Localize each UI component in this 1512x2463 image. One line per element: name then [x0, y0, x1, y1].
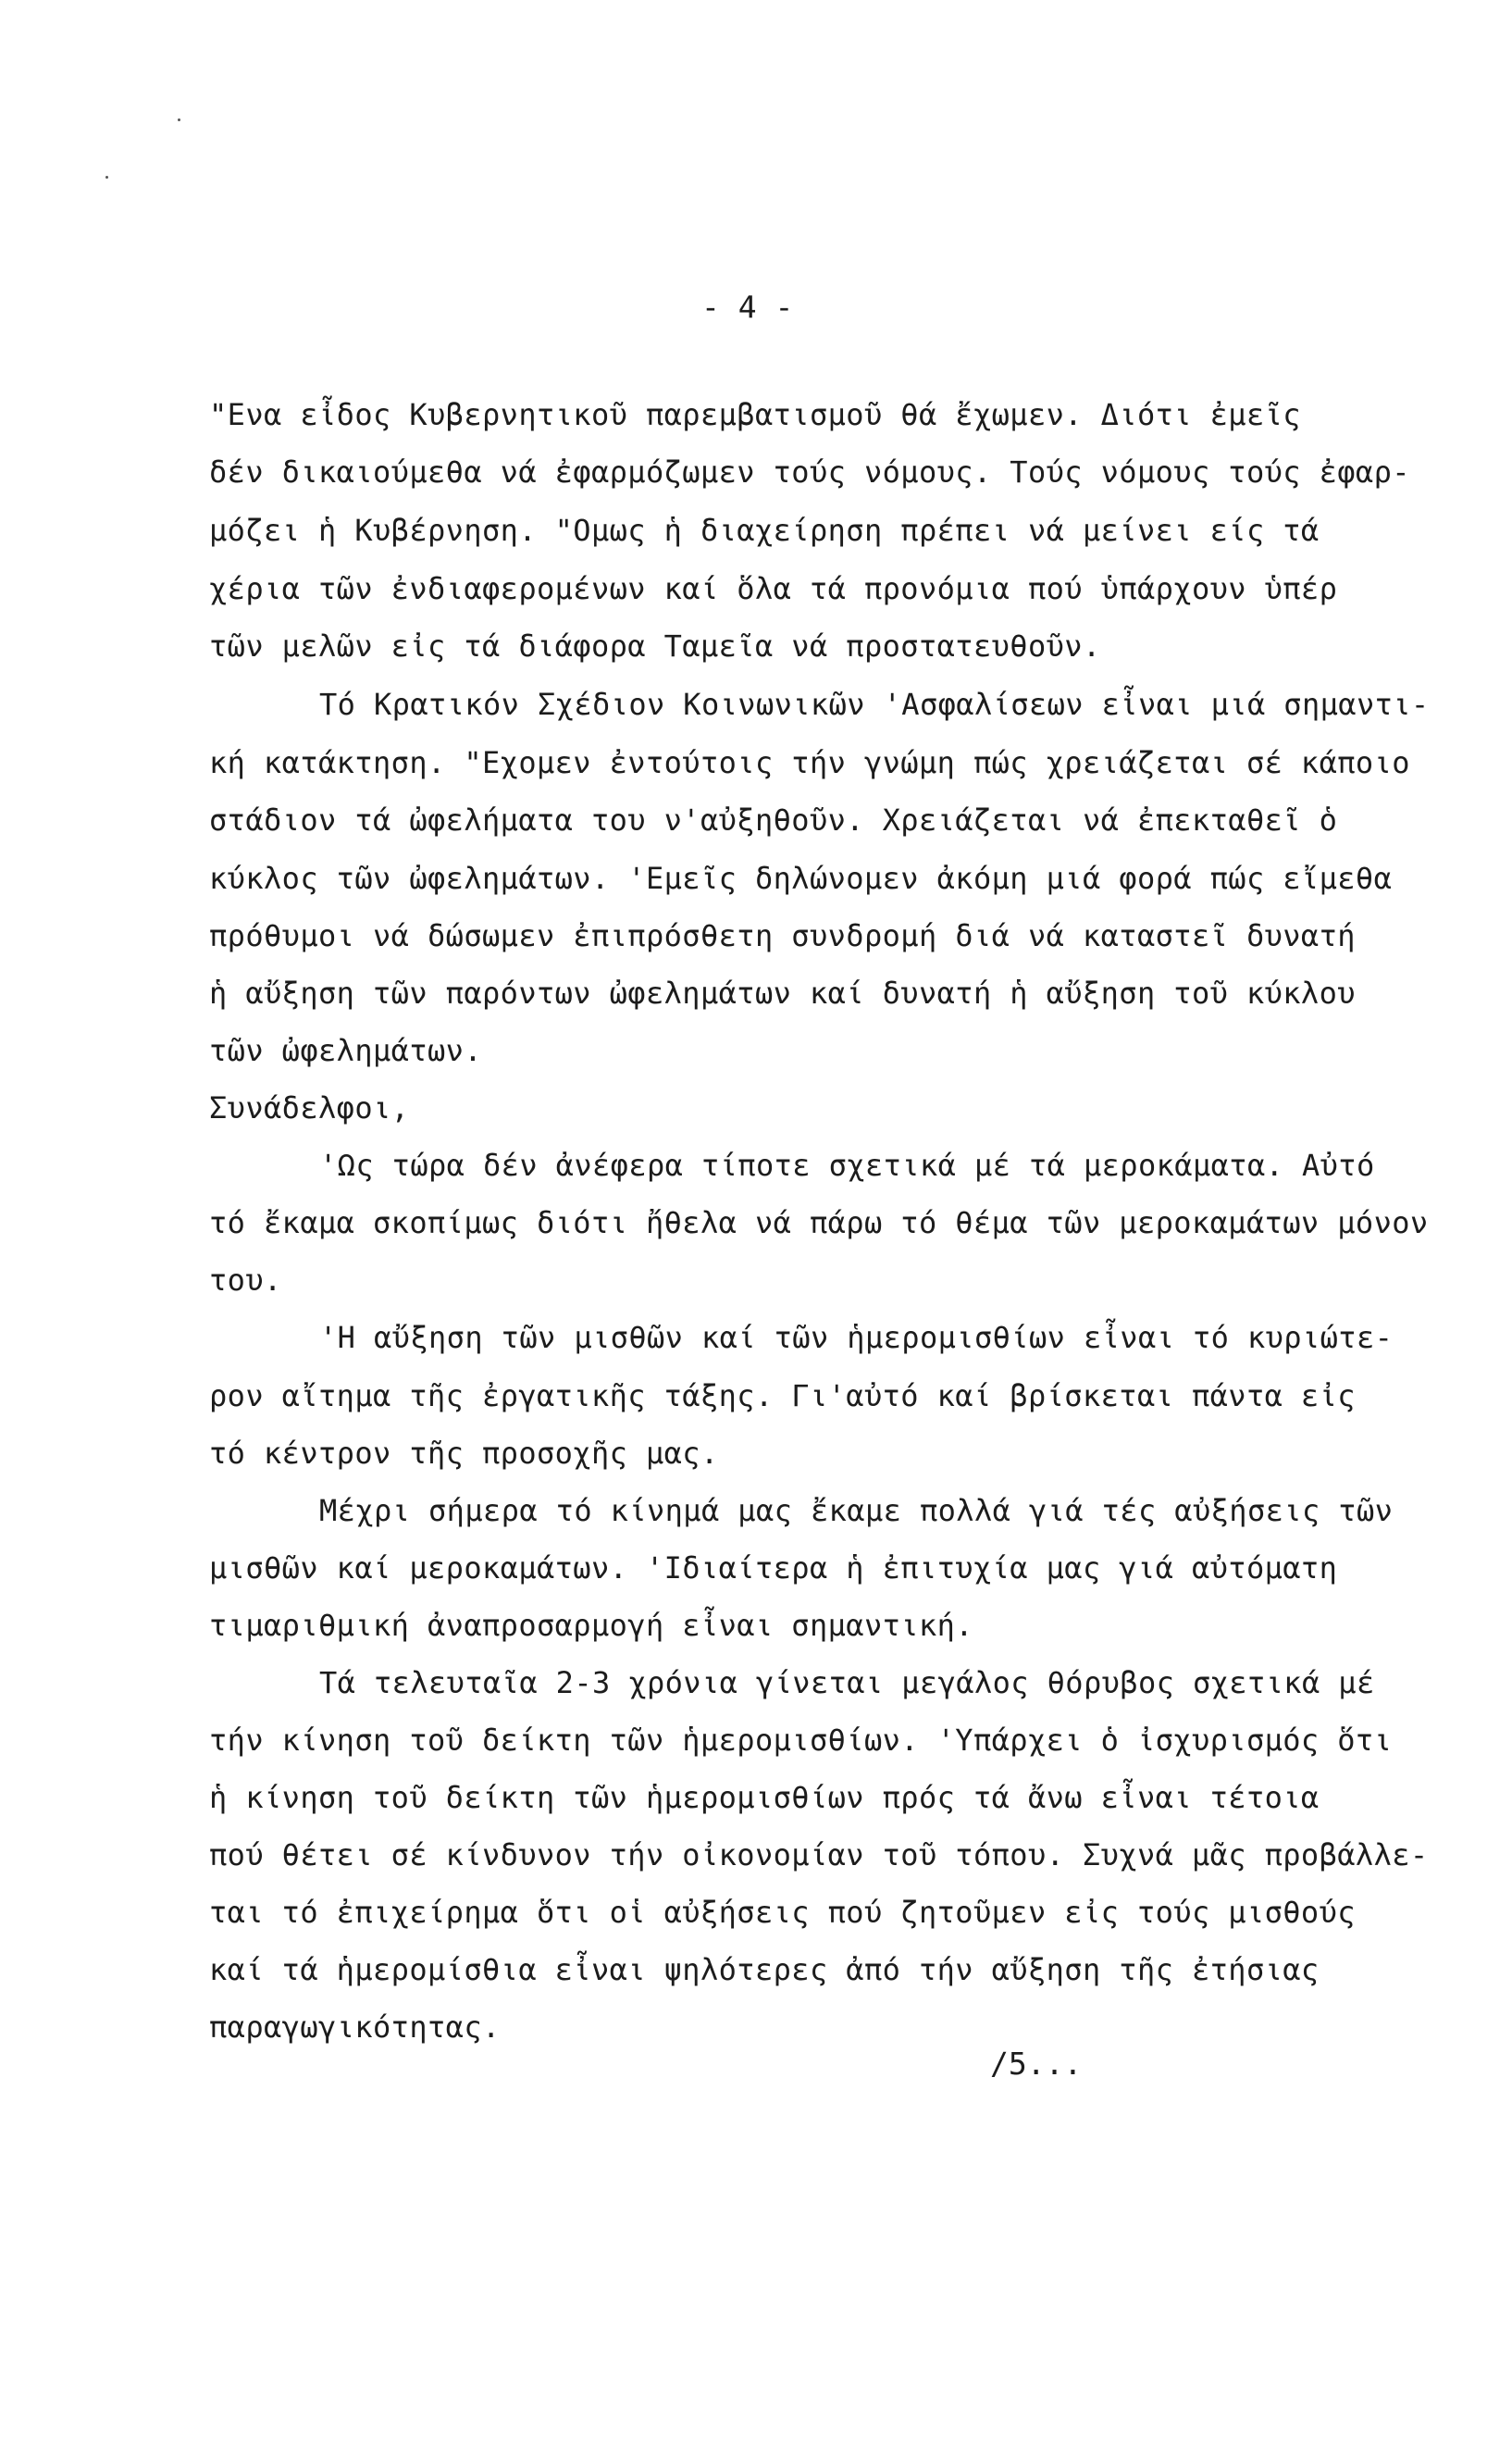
page-number: - 4 - [701, 289, 794, 325]
scan-speck [178, 118, 180, 121]
text-line: του. [209, 1263, 282, 1298]
text-line: στάδιον τά ὠφελήματα του ν'αὐξηθοῦν. Χρειάζεται νά ἐπεκταθεῖ ὁ [209, 802, 1338, 838]
text-line: πού θέτει σέ κίνδυνον τήν οἰκονομίαν τοῦ τόπου. Συχνά μᾶς προβάλλε- [209, 1837, 1429, 1872]
text-line: κή κατάκτηση. "Εχομεν ἐντούτοις τήν γνώμη πώς χρειάζεται σέ κάποιο [209, 745, 1410, 780]
text-line: τήν κίνηση τοῦ δείκτη τῶν ἡμερομισθίων. 'Υπάρχει ὁ ἰσχυρισμός ὅτι [209, 1723, 1393, 1758]
text-line: ρον αἴτημα τῆς ἐργατικῆς τάξης. Γι'αὐτό καί βρίσκεται πάντα εἰς [209, 1378, 1356, 1413]
scan-speck [105, 176, 108, 179]
text-line: τῶν μελῶν εἰς τά διάφορα Ταμεῖα νά προστατευθοῦν. [209, 628, 1101, 664]
text-line: παραγωγικότητας. [209, 2009, 501, 2045]
text-line: "Ενα εἶδος Κυβερνητικοῦ παρεμβατισμοῦ θά ἔχωμεν. Διότι ἐμεῖς [209, 397, 1301, 432]
text-line: ται τό ἐπιχείρημα ὅτι οἱ αὐξήσεις πού ζητοῦμεν εἰς τούς μισθούς [209, 1895, 1356, 1930]
text-line: μόζει ἡ Κυβέρνηση. "Ομως ἡ διαχείρηση πρέπει νά μείνει είς τά [209, 513, 1320, 548]
text-line: κύκλος τῶν ὠφελημάτων. 'Εμεῖς δηλώνομεν ἀκόμη μιά φορά πώς εἴμεθα [209, 861, 1393, 896]
text-line: Μέχρι σήμερα τό κίνημά μας ἔκαμε πολλά γιά τές αὐξήσεις τῶν [319, 1493, 1394, 1528]
text-line: πρόθυμοι νά δώσωμεν ἐπιπρόσθετη συνδρομή διά νά καταστεῖ δυνατή [209, 918, 1356, 953]
continuation-marker: /5... [990, 2046, 1083, 2082]
text-line: ἡ αὔξηση τῶν παρόντων ὠφελημάτων καί δυνατή ἡ αὔξηση τοῦ κύκλου [209, 976, 1356, 1011]
text-line: τό ἔκαμα σκοπίμως διότι ἤθελα νά πάρω τό θέμα τῶν μεροκαμάτων μόνον [209, 1205, 1429, 1240]
text-line: 'Η αὔξηση τῶν μισθῶν καί τῶν ἡμερομισθίων εἶναι τό κυριώτε- [319, 1320, 1394, 1355]
text-line: μισθῶν καί μεροκαμάτων. 'Ιδιαίτερα ἡ ἐπιτυχία μας γιά αὐτόματη [209, 1550, 1338, 1586]
text-line: δέν δικαιούμεθα νά ἐφαρμόζωμεν τούς νόμους. Τούς νόμους τούς ἐφαρ- [209, 454, 1410, 490]
text-line: 'Ως τώρα δέν ἀνέφερα τίποτε σχετικά μέ τά μεροκάματα. Αὐτό [319, 1148, 1375, 1183]
text-line: τό κέντρον τῆς προσοχῆς μας. [209, 1436, 719, 1471]
text-line: καί τά ἡμερομίσθια εἶναι ψηλότερες ἀπό τήν αὔξηση τῆς ἐτήσιας [209, 1952, 1320, 1987]
text-line: χέρια τῶν ἐνδιαφερομένων καί ὅλα τά προνόμια πού ὑπάρχουν ὑπέρ [209, 571, 1338, 606]
salutation: Συνάδελφοι, [209, 1090, 410, 1126]
text-line: τῶν ὠφελημάτων. [209, 1033, 482, 1068]
text-line: ἡ κίνηση τοῦ δείκτη τῶν ἡμερομισθίων πρός τά ἄνω εἶναι τέτοια [209, 1780, 1320, 1815]
text-line: Τά τελευταῖα 2-3 χρόνια γίνεται μεγάλος θόρυβος σχετικά μέ [319, 1665, 1375, 1700]
text-line: Τό Κρατικόν Σχέδιον Κοινωνικῶν 'Ασφαλίσεων εἶναι μιά σημαντι- [319, 687, 1430, 722]
text-line: τιμαριθμική ἀναπροσαρμογή εἶναι σημαντική. [209, 1608, 973, 1643]
